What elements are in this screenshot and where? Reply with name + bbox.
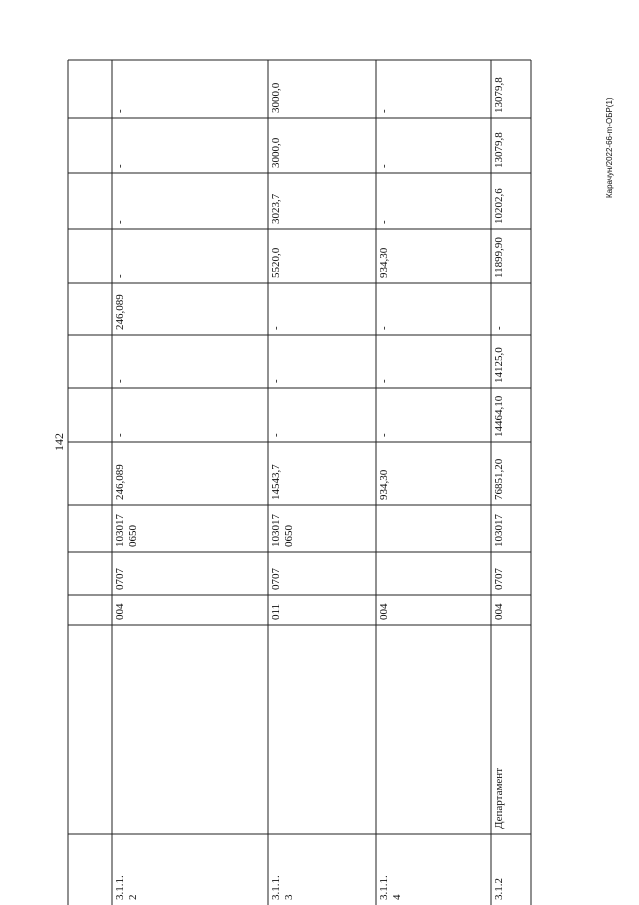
cell-grbs: 004: [378, 603, 390, 620]
cell-y2020: -: [114, 379, 126, 383]
page-number: 142: [52, 433, 66, 451]
cell-total: 76851,20: [493, 458, 505, 500]
cell-y2022: 5520,0: [270, 247, 282, 278]
cell-y2023: -: [114, 220, 126, 224]
cell-y2023: 3023,7: [270, 193, 282, 224]
row-number-cell: 3.1.1. 4: [378, 875, 403, 900]
cell-rzpr: 0707: [493, 568, 505, 590]
cell-grbs: 004: [114, 603, 126, 620]
cell-y2022: 11899,90: [493, 237, 505, 278]
cell-y2025: -: [114, 109, 126, 113]
document-code: Карачун/2022-66-m-ОБР(1): [605, 97, 614, 198]
cell-y2020: -: [378, 379, 390, 383]
cell-y2024: -: [114, 164, 126, 168]
cell-y2025: 3000,0: [270, 82, 282, 113]
cell-y2020: 14125,0: [493, 347, 505, 383]
cell-y2019: 14464,10: [493, 395, 505, 437]
cell-y2021: 246,089: [114, 294, 126, 330]
cell-y2023: 10202,6: [493, 188, 505, 224]
cell-y2025: -: [378, 109, 390, 113]
row-number-cell: 3.1.1. 3: [270, 875, 295, 900]
cell-y2020: -: [270, 379, 282, 383]
cell-csr: 103017 0650: [270, 514, 295, 547]
cell-csr: 103017: [493, 514, 505, 547]
cell-y2024: 13079,8: [493, 132, 505, 168]
cell-csr: 103017 0650: [114, 514, 139, 547]
cell-total: 246,089: [114, 464, 126, 500]
cell-grbs: 011: [270, 603, 282, 620]
cell-rzpr: 0707: [270, 568, 282, 590]
cell-y2021: -: [493, 326, 505, 330]
cell-y2024: -: [378, 164, 390, 168]
cell-y2022: 934,30: [378, 247, 390, 278]
cell-y2023: -: [378, 220, 390, 224]
cell-executor: Департамент: [493, 767, 505, 829]
cell-rzpr: 0707: [114, 568, 126, 590]
cell-y2021: -: [378, 326, 390, 330]
row-number-cell: 3.1.1. 2: [114, 875, 139, 900]
cell-y2019: -: [114, 433, 126, 437]
cell-total: 934,30: [378, 469, 390, 500]
cell-total: 14543,7: [270, 464, 282, 500]
cell-y2022: -: [114, 274, 126, 278]
cell-y2019: -: [378, 433, 390, 437]
cell-y2021: -: [270, 326, 282, 330]
cell-y2024: 3000,0: [270, 137, 282, 168]
row-number-cell: 3.1.2: [493, 878, 505, 900]
cell-y2019: -: [270, 433, 282, 437]
cell-y2025: 13079,8: [493, 77, 505, 113]
cell-grbs: 004: [493, 603, 505, 620]
